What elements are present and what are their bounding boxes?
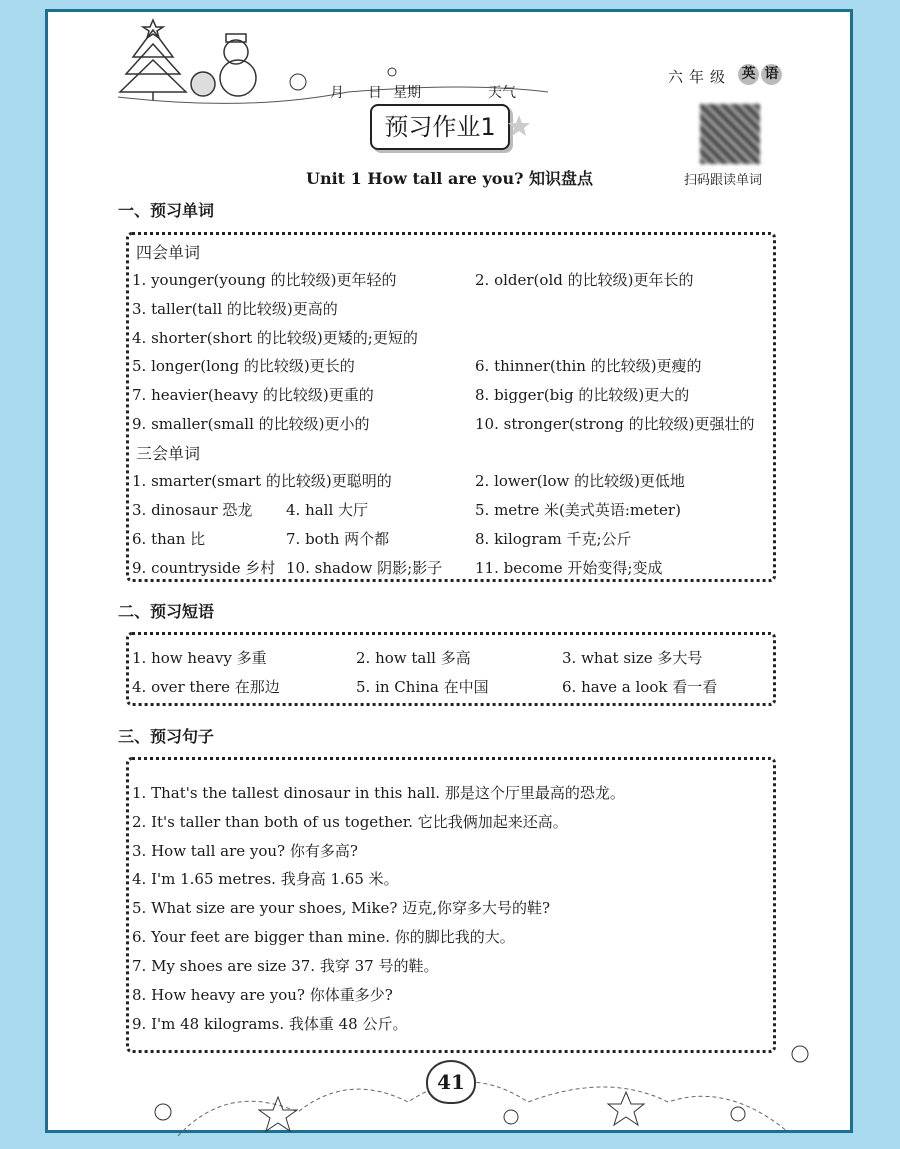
star-icon: [504, 107, 534, 147]
phrase-entry: 5. in China 在中国: [356, 678, 489, 696]
week-label: 星期: [393, 85, 421, 101]
word-entry: 3. taller(tall 的比较级)更高的: [132, 300, 338, 318]
assignment-title: 预习作业1: [370, 104, 510, 150]
qr-code-image[interactable]: [700, 104, 760, 164]
word-entry: 10. shadow 阴影;影子: [286, 559, 443, 577]
sentence-entry: 2. It's taller than both of us together. 它比我俩加起来还高。: [132, 813, 568, 831]
qr-label: 扫码跟读单词: [684, 173, 763, 188]
phrase-entry: 2. how tall 多高: [356, 649, 471, 667]
sentence-entry: 9. I'm 48 kilograms. 我体重 48 公斤。: [132, 1015, 408, 1033]
unit-title: Unit 1 How tall are you? 知识盘点: [306, 169, 594, 188]
phrase-entry: 4. over there 在那边: [132, 678, 280, 696]
circle-decoration: [155, 1104, 171, 1120]
word-entry: 7. both 两个都: [286, 530, 390, 548]
page-number: 41: [426, 1060, 476, 1104]
phrase-entry: 1. how heavy 多重: [132, 649, 267, 667]
sentence-entry: 1. That's the tallest dinosaur in this hall. 那是这个厅里最高的恐龙。: [132, 784, 625, 802]
circle-decoration: [731, 1107, 745, 1121]
word-entry: 9. countryside 乡村: [132, 559, 276, 577]
sentence-entry: 4. I'm 1.65 metres. 我身高 1.65 米。: [132, 870, 399, 888]
sentence-entry: 8. How heavy are you? 你体重多少?: [132, 986, 393, 1004]
word-entry: 3. dinosaur 恐龙: [132, 501, 253, 519]
word-entry: 11. become 开始变得;变成: [475, 559, 663, 577]
workbook-page: [45, 9, 853, 1133]
sentence-entry: 5. What size are your shoes, Mike? 迈克,你穿多大号的鞋?: [132, 899, 551, 917]
word-entry: 8. kilogram 千克;公斤: [475, 530, 632, 548]
circle-decoration: [504, 1110, 518, 1124]
subject-badge: 英 语: [738, 64, 784, 85]
four-skill-words-title: 四会单词: [136, 243, 201, 262]
weather-label: 天气: [488, 85, 516, 101]
word-entry: 9. smaller(small 的比较级)更小的: [132, 415, 370, 433]
word-entry: 10. stronger(strong 的比较级)更强壮的: [475, 415, 755, 433]
circle-decoration: [792, 1046, 808, 1062]
phrase-entry: 3. what size 多大号: [562, 649, 703, 667]
word-entry: 5. longer(long 的比较级)更长的: [132, 357, 355, 375]
christmas-tree-icon: [120, 20, 186, 100]
sentence-entry: 6. Your feet are bigger than mine. 你的脚比我的大。: [132, 928, 515, 946]
snowman-icon: [191, 34, 256, 96]
word-entry: 7. heavier(heavy 的比较级)更重的: [132, 386, 374, 404]
word-entry: 1. younger(young 的比较级)更年轻的: [132, 271, 397, 289]
word-entry: 4. shorter(short 的比较级)更矮的;更短的: [132, 329, 418, 347]
word-entry: 5. metre 米(美式英语:meter): [475, 501, 681, 519]
month-label: 月: [330, 85, 344, 101]
word-entry: 8. bigger(big 的比较级)更大的: [475, 386, 690, 404]
word-entry: 2. lower(low 的比较级)更低地: [475, 472, 685, 490]
word-entry: 4. hall 大厅: [286, 501, 369, 519]
grade-label: 六年级: [668, 68, 732, 86]
three-skill-words-title: 三会单词: [136, 444, 201, 463]
day-label: 日: [368, 85, 382, 101]
word-entry: 6. than 比: [132, 530, 206, 548]
sentence-entry: 7. My shoes are size 37. 我穿 37 号的鞋。: [132, 957, 439, 975]
section-phrases-title: 二、预习短语: [118, 602, 215, 621]
word-entry: 6. thinner(thin 的比较级)更瘦的: [475, 357, 702, 375]
section-words-title: 一、预习单词: [118, 201, 215, 220]
section-sentences-title: 三、预习句子: [118, 727, 215, 746]
word-entry: 1. smarter(smart 的比较级)更聪明的: [132, 472, 392, 490]
phrase-entry: 6. have a look 看一看: [562, 678, 718, 696]
word-entry: 2. older(old 的比较级)更年长的: [475, 271, 694, 289]
sentence-entry: 3. How tall are you? 你有多高?: [132, 842, 358, 860]
